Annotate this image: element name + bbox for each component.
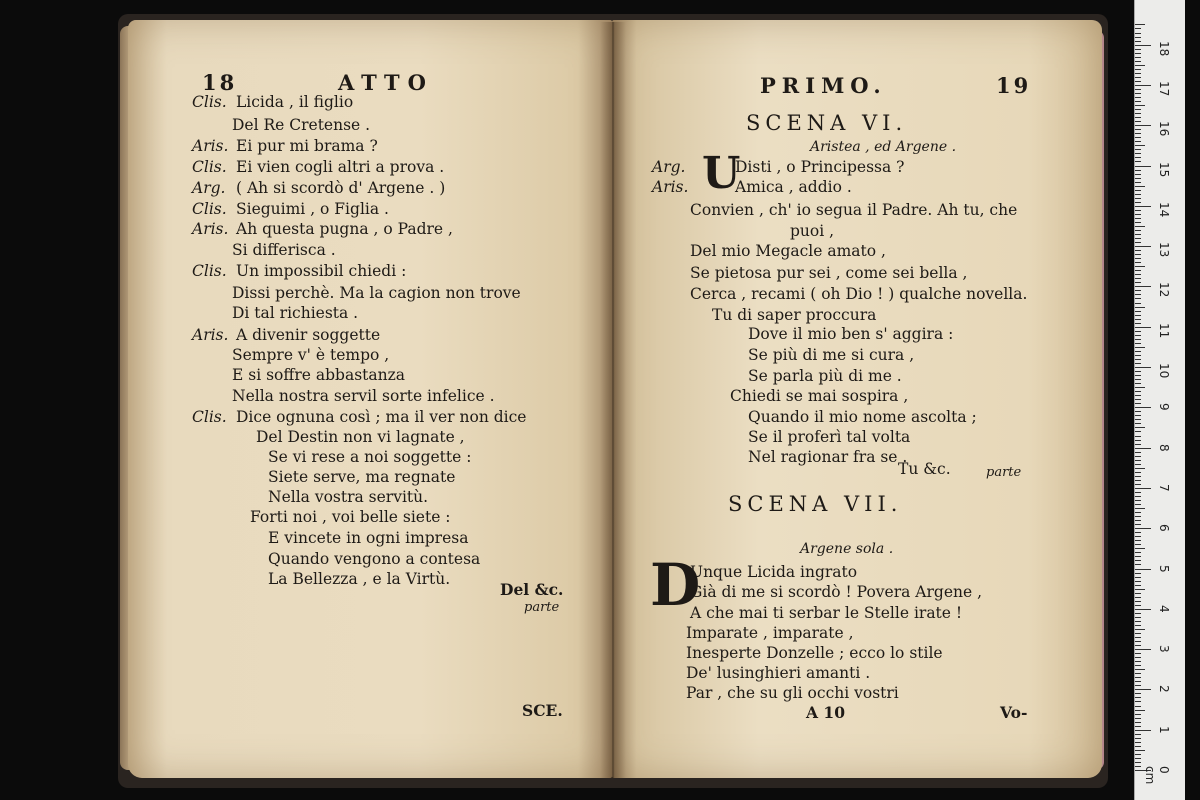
- ruler-tick: [1135, 97, 1141, 98]
- ruler-tick: [1135, 468, 1145, 469]
- ruler-tick: [1135, 766, 1141, 767]
- left-line-speaker: Arg.: [192, 179, 226, 197]
- left-line: Se vi rese a noi soggette :: [268, 448, 472, 466]
- left-page-number: 18: [202, 70, 238, 95]
- right-line: Tu di saper proccura: [712, 306, 877, 324]
- ruler-tick: [1135, 693, 1141, 694]
- ruler-number: 5: [1157, 564, 1171, 573]
- ruler-tick: [1135, 685, 1141, 686]
- ruler-tick: [1135, 186, 1145, 187]
- ruler-tick: [1135, 105, 1145, 106]
- ruler-tick: [1135, 544, 1141, 545]
- ruler-tick: [1135, 492, 1141, 493]
- right-line-speaker: Arg.: [652, 158, 686, 176]
- ruler-tick: [1135, 411, 1141, 412]
- ruler-tick: [1135, 697, 1141, 698]
- left-line-speaker: Aris.: [192, 326, 229, 344]
- ruler-tick: [1135, 323, 1141, 324]
- ruler-tick: [1135, 311, 1141, 312]
- ruler-tick: [1135, 754, 1141, 755]
- ruler-tick: [1135, 157, 1141, 158]
- ruler-tick: [1135, 419, 1141, 420]
- right-line: Dove il mio ben s' aggira :: [748, 325, 954, 343]
- ruler-tick: [1135, 149, 1141, 150]
- ruler-tick: [1135, 706, 1141, 707]
- ruler-tick: [1135, 113, 1141, 114]
- ruler-tick: [1135, 677, 1141, 678]
- ruler-tick: [1135, 182, 1141, 183]
- ruler-tick: [1135, 452, 1141, 453]
- ruler-number: 6: [1157, 524, 1171, 532]
- right-line: Del mio Megacle amato ,: [690, 242, 886, 260]
- ruler-tick: [1135, 274, 1141, 275]
- ruler-tick: [1135, 669, 1145, 670]
- left-line: ( Ah si scordò d' Argene . ): [236, 179, 446, 197]
- ruler-number: 17: [1157, 80, 1171, 97]
- left-line: Nella vostra servitù.: [268, 488, 429, 506]
- ruler-tick: [1135, 286, 1151, 287]
- ruler-tick: [1135, 109, 1141, 110]
- ruler-tick: [1135, 73, 1141, 74]
- ruler-tick: [1135, 681, 1141, 682]
- ruler-tick: [1135, 161, 1141, 162]
- ruler-tick: [1135, 399, 1141, 400]
- ruler-tick: [1135, 395, 1141, 396]
- ruler-tick: [1135, 65, 1145, 66]
- ruler-tick: [1135, 536, 1141, 537]
- ruler-tick: [1135, 303, 1141, 304]
- left-line-speaker: Clis.: [192, 408, 227, 426]
- left-line: Un impossibil chiedi :: [236, 262, 407, 280]
- ruler-tick: [1135, 593, 1141, 594]
- ruler-tick: [1135, 641, 1141, 642]
- ruler-tick: [1135, 484, 1141, 485]
- ruler-tick: [1135, 153, 1141, 154]
- scene-vii-line: De' lusinghieri amanti .: [686, 664, 871, 682]
- ruler-tick: [1135, 762, 1141, 763]
- left-line-speaker: Clis.: [192, 262, 227, 280]
- ruler-tick: [1135, 141, 1141, 142]
- ruler-tick: [1135, 665, 1141, 666]
- scene-vii-initial: D: [650, 551, 701, 619]
- ruler-tick: [1135, 363, 1141, 364]
- ruler-tick: [1135, 270, 1141, 271]
- ruler-tick: [1135, 254, 1141, 255]
- ruler-tick: [1135, 746, 1141, 747]
- left-line: Sempre v' è tempo ,: [232, 346, 390, 364]
- left-line: Licida , il figlio: [236, 93, 354, 111]
- left-line: Nella nostra servil sorte infelice .: [232, 387, 495, 405]
- ruler-tick: [1135, 49, 1141, 50]
- scene-vii-line: Imparate , imparate ,: [686, 624, 854, 642]
- ruler-tick: [1135, 726, 1141, 727]
- ruler-tick: [1135, 355, 1141, 356]
- ruler-tick: [1135, 403, 1141, 404]
- scene-vii-line: Par , che su gli occhi vostri: [686, 684, 899, 702]
- scene-vi-initial: U: [702, 148, 741, 199]
- ruler-tick: [1135, 230, 1141, 231]
- ruler-tick: [1135, 226, 1145, 227]
- ruler-tick: [1135, 625, 1141, 626]
- ruler-tick: [1135, 327, 1151, 328]
- scene-vi-characters: Aristea , ed Argene .: [810, 139, 957, 155]
- ruler-tick: [1135, 129, 1141, 130]
- left-exit: parte: [524, 600, 560, 615]
- left-line: E si soffre abbastanza: [232, 366, 406, 384]
- ruler-tick: [1135, 214, 1141, 215]
- left-line: La Bellezza , e la Virtù.: [268, 570, 451, 588]
- left-line: Dissi perchè. Ma la cagion non trove: [232, 284, 521, 302]
- ruler-tick: [1135, 758, 1141, 759]
- right-page-number: 19: [996, 73, 1032, 98]
- left-running-head: ATTO: [338, 70, 434, 95]
- ruler-tick: [1135, 61, 1141, 62]
- ruler-tick: [1135, 718, 1141, 719]
- left-line: Del Destin non vi lagnate ,: [256, 428, 465, 446]
- left-line: E vincete in ogni impresa: [268, 529, 469, 547]
- ruler-tick: [1135, 750, 1145, 751]
- right-exit: parte: [986, 465, 1022, 480]
- left-line: Dice ognuna così ; ma il ver non dice: [236, 408, 527, 426]
- ruler-tick: [1135, 117, 1141, 118]
- ruler-tick: [1135, 53, 1141, 54]
- ruler-number: 7: [1157, 483, 1171, 492]
- ruler-tick: [1135, 661, 1141, 662]
- ruler-tick: [1135, 629, 1145, 630]
- ruler-tick: [1135, 351, 1141, 352]
- ruler-tick: [1135, 343, 1141, 344]
- ruler-number: 13: [1157, 242, 1171, 258]
- left-line: Del Re Cretense .: [232, 116, 371, 134]
- ruler-tick: [1135, 137, 1141, 138]
- scene-vii-line: Unque Licida ingrato: [690, 563, 858, 581]
- ruler-tick: [1135, 315, 1141, 316]
- ruler-number: 12: [1157, 282, 1171, 298]
- ruler-tick: [1135, 512, 1141, 513]
- ruler-tick: [1135, 250, 1141, 251]
- ruler-tick: [1135, 379, 1141, 380]
- left-catchword: SCE.: [522, 701, 563, 720]
- ruler-tick: [1135, 560, 1141, 561]
- ruler-tick: [1135, 516, 1141, 517]
- right-line: puoi ,: [790, 222, 835, 240]
- ruler-tick: [1135, 564, 1141, 565]
- left-line-speaker: Aris.: [192, 137, 229, 155]
- ruler-tick: [1135, 673, 1141, 674]
- scene-vii-title: SCENA VII.: [728, 492, 903, 516]
- ruler-tick: [1135, 89, 1141, 90]
- ruler-tick: [1135, 339, 1141, 340]
- ruler-tick: [1135, 202, 1141, 203]
- ruler-tick: [1135, 387, 1145, 388]
- ruler-tick: [1135, 166, 1151, 167]
- scene-vii-line: Inesperte Donzelle ; ecco lo stile: [686, 644, 943, 662]
- left-line: A divenir soggette: [236, 326, 381, 344]
- ruler-tick: [1135, 367, 1151, 368]
- ruler-number: 16: [1157, 121, 1171, 137]
- ruler-tick: [1135, 710, 1145, 711]
- ruler-tick: [1135, 238, 1141, 239]
- ruler-tick: [1135, 81, 1141, 82]
- ruler-number: 1: [1157, 725, 1171, 734]
- ruler-tick: [1135, 190, 1141, 191]
- ruler-tick: [1135, 734, 1141, 735]
- ruler-tick: [1135, 605, 1141, 606]
- ruler-tick: [1135, 637, 1141, 638]
- right-running-head: PRIMO.: [760, 73, 887, 98]
- left-line-speaker: Clis.: [192, 200, 227, 218]
- ruler-tick: [1135, 573, 1141, 574]
- ruler-tick: [1135, 444, 1141, 445]
- ruler-tick: [1135, 552, 1141, 553]
- left-line: Ei vien cogli altri a prova .: [236, 158, 445, 176]
- ruler-tick: [1135, 500, 1141, 501]
- ruler-tick: [1135, 569, 1151, 570]
- ruler-tick: [1135, 101, 1141, 102]
- ruler-tick: [1135, 464, 1141, 465]
- ruler-number: 9: [1157, 403, 1171, 411]
- signature-mark: A 10: [806, 703, 845, 722]
- ruler-tick: [1135, 617, 1141, 618]
- ruler-tick: [1135, 415, 1141, 416]
- ruler-tick: [1135, 742, 1141, 743]
- right-line: Convien , ch' io segua il Padre. Ah tu, che: [690, 201, 1018, 219]
- ruler-tick: [1135, 222, 1141, 223]
- ruler-tick: [1135, 331, 1141, 332]
- left-line: Ei pur mi brama ?: [236, 137, 378, 155]
- ruler-tick: [1135, 738, 1141, 739]
- scene-vi-title: SCENA VI.: [746, 111, 908, 135]
- ruler-tick: [1135, 383, 1141, 384]
- ruler-number: 3: [1157, 645, 1171, 653]
- ruler-tick: [1135, 407, 1151, 408]
- left-line: Di tal richiesta .: [232, 304, 359, 322]
- ruler-tick: [1135, 423, 1141, 424]
- ruler-tick: [1135, 524, 1141, 525]
- ruler-tick: [1135, 319, 1141, 320]
- ruler-tick: [1135, 480, 1141, 481]
- ruler-tick: [1135, 37, 1141, 38]
- ruler-tick: [1135, 282, 1141, 283]
- ruler-tick: [1135, 520, 1141, 521]
- scene-vii-line: Già di me si scordò ! Povera Argene ,: [690, 583, 983, 601]
- ruler-tick: [1135, 278, 1141, 279]
- right-dal-capo: Tu &c.: [898, 460, 951, 478]
- ruler-tick: [1135, 601, 1141, 602]
- right-line: Amica , addio .: [735, 178, 852, 196]
- ruler-tick: [1135, 93, 1141, 94]
- ruler-tick: [1135, 33, 1141, 34]
- ruler-tick: [1135, 609, 1151, 610]
- right-line: Quando il mio nome ascolta ;: [748, 408, 977, 426]
- ruler-number: 15: [1157, 161, 1171, 177]
- ruler-tick: [1135, 431, 1141, 432]
- ruler-tick: [1135, 24, 1145, 25]
- ruler-number: 2: [1157, 685, 1171, 694]
- ruler-tick: [1135, 145, 1145, 146]
- ruler-tick: [1135, 262, 1141, 263]
- right-line: Chiedi se mai sospira ,: [730, 387, 909, 405]
- left-line: Si differisca .: [232, 241, 336, 259]
- ruler-tick: [1135, 133, 1141, 134]
- ruler-tick: [1135, 85, 1151, 86]
- ruler-tick: [1135, 258, 1141, 259]
- ruler-number: 8: [1157, 443, 1171, 452]
- ruler-tick: [1135, 174, 1141, 175]
- left-line: Sieguimi , o Figlia .: [236, 200, 389, 218]
- ruler-number: 18: [1157, 40, 1171, 56]
- ruler-tick: [1135, 242, 1141, 243]
- ruler-tick: [1135, 198, 1141, 199]
- ruler-number: 4: [1157, 604, 1171, 613]
- left-line-speaker: Clis.: [192, 158, 227, 176]
- ruler-tick: [1135, 121, 1141, 122]
- ruler-tick: [1135, 359, 1141, 360]
- ruler-tick: [1135, 234, 1141, 235]
- ruler-tick: [1135, 178, 1141, 179]
- ruler-number: 0 cm: [1143, 766, 1171, 785]
- ruler-tick: [1135, 645, 1141, 646]
- ruler-tick: [1135, 532, 1141, 533]
- ruler-tick: [1135, 436, 1141, 437]
- ruler-tick: [1135, 653, 1141, 654]
- book-gutter: [600, 22, 626, 778]
- ruler-tick: [1135, 585, 1141, 586]
- ruler-tick: [1135, 577, 1141, 578]
- scene-vii-characters: Argene sola .: [800, 541, 894, 557]
- ruler-tick: [1135, 476, 1141, 477]
- ruler-tick: [1135, 496, 1141, 497]
- right-line: Se parla più di me .: [748, 367, 902, 385]
- left-line-speaker: Aris.: [192, 220, 229, 238]
- ruler-tick: [1135, 701, 1141, 702]
- ruler-tick: [1135, 540, 1141, 541]
- ruler-tick: [1135, 77, 1141, 78]
- ruler-number: 11: [1157, 322, 1171, 338]
- ruler-tick: [1135, 621, 1141, 622]
- ruler-tick: [1135, 218, 1141, 219]
- ruler-tick: [1135, 294, 1141, 295]
- ruler-tick: [1135, 57, 1141, 58]
- ruler-tick: [1135, 45, 1151, 46]
- right-catchword: Vo-: [1000, 703, 1028, 722]
- left-line: Ah questa pugna , o Padre ,: [236, 220, 453, 238]
- ruler-tick: [1135, 28, 1141, 29]
- measurement-ruler: [1134, 0, 1185, 800]
- ruler-tick: [1135, 504, 1141, 505]
- right-line: Nel ragionar fra se .: [748, 448, 908, 466]
- ruler-tick: [1135, 170, 1141, 171]
- ruler-tick: [1135, 210, 1141, 211]
- ruler-tick: [1135, 613, 1141, 614]
- left-line: Forti noi , voi belle siete :: [250, 508, 451, 526]
- ruler-tick: [1135, 266, 1145, 267]
- ruler-tick: [1135, 472, 1141, 473]
- ruler-tick: [1135, 689, 1151, 690]
- right-line: Se pietosa pur sei , come sei bella ,: [690, 264, 968, 282]
- left-line: Quando vengono a contesa: [268, 550, 481, 568]
- left-line: Siete serve, ma regnate: [268, 468, 456, 486]
- ruler-tick: [1135, 440, 1141, 441]
- ruler-tick: [1135, 556, 1141, 557]
- ruler-tick: [1135, 246, 1151, 247]
- ruler-number: 14: [1157, 201, 1171, 218]
- ruler-tick: [1135, 460, 1141, 461]
- ruler-tick: [1135, 528, 1151, 529]
- ruler-tick: [1135, 657, 1141, 658]
- ruler-tick: [1135, 589, 1145, 590]
- ruler-tick: [1135, 290, 1141, 291]
- right-line: Se il proferì tal volta: [748, 428, 911, 446]
- right-line: Se più di me si cura ,: [748, 346, 915, 364]
- ruler-tick: [1135, 335, 1141, 336]
- ruler-tick: [1135, 69, 1141, 70]
- ruler-tick: [1135, 456, 1141, 457]
- ruler-tick: [1135, 633, 1141, 634]
- right-line-speaker: Aris.: [652, 178, 689, 196]
- ruler-tick: [1135, 307, 1145, 308]
- scene-vii-line: A che mai ti serbar le Stelle irate !: [690, 604, 963, 622]
- ruler-tick: [1135, 488, 1151, 489]
- ruler-tick: [1135, 206, 1151, 207]
- ruler-tick: [1135, 448, 1151, 449]
- ruler-tick: [1135, 427, 1145, 428]
- ruler-tick: [1135, 649, 1151, 650]
- ruler-tick: [1135, 347, 1145, 348]
- ruler-tick: [1135, 548, 1145, 549]
- ruler-tick: [1135, 730, 1151, 731]
- ruler-tick: [1135, 508, 1145, 509]
- ruler-tick: [1135, 125, 1151, 126]
- ruler-tick: [1135, 194, 1141, 195]
- ruler-tick: [1135, 722, 1141, 723]
- ruler-tick: [1135, 581, 1141, 582]
- right-line: Disti , o Principessa ?: [735, 158, 905, 176]
- ruler-tick: [1135, 371, 1141, 372]
- ruler-tick: [1135, 714, 1141, 715]
- ruler-tick: [1135, 375, 1141, 376]
- left-dal-capo: Del &c.: [500, 580, 564, 599]
- ruler-tick: [1135, 391, 1141, 392]
- ruler-tick: [1135, 298, 1141, 299]
- left-line-speaker: Clis.: [192, 93, 227, 111]
- right-line: Cerca , recami ( oh Dio ! ) qualche novella.: [690, 285, 1028, 303]
- ruler-tick: [1135, 597, 1141, 598]
- ruler-tick: [1135, 41, 1141, 42]
- ruler-number: 10: [1157, 363, 1171, 379]
